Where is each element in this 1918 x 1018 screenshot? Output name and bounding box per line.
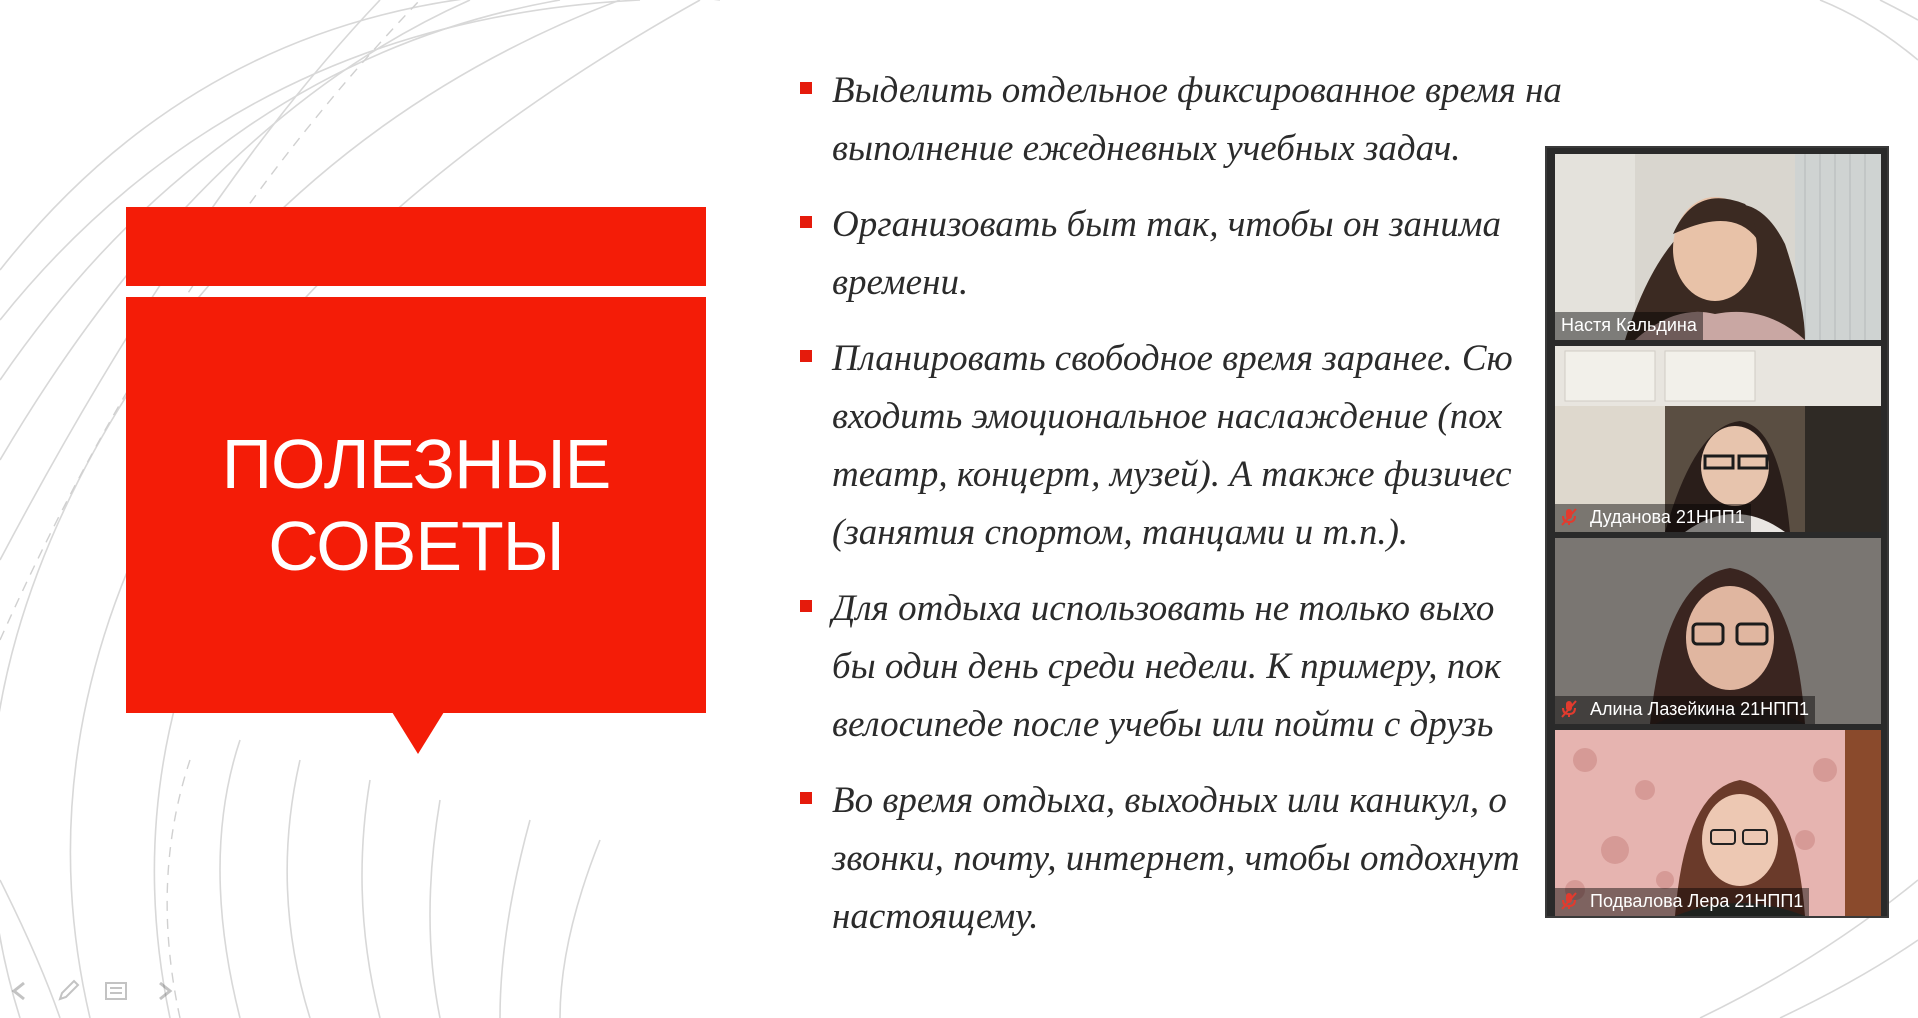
participant-video-tile[interactable] [1555, 346, 1881, 532]
bullet-text: велосипеде после учебы или пойти с друзь [832, 704, 1494, 745]
bullet-list [800, 62, 1660, 964]
bullet-item [800, 772, 1660, 946]
bullet-text: звонки, почту, интернет, чтобы отдохнут [832, 838, 1520, 879]
microphone-muted-icon [1561, 508, 1577, 526]
bullet-text: бы один день среди недели. К примеру, пок [832, 646, 1502, 687]
title-callout-pointer [392, 712, 444, 754]
bullet-text: времени. [832, 262, 969, 303]
title-accent-strip [126, 207, 706, 286]
participant-name-label [1555, 696, 1815, 724]
bullet-text: Для отдыха использовать не только выхо [832, 588, 1495, 629]
participant-name: Алина Лазейкина 21НПП1 [1590, 699, 1810, 719]
bullet-item [800, 62, 1660, 178]
bullet-text: выполнение ежедневных учебных задач. [832, 128, 1461, 169]
participant-name: Дуданова 21НПП1 [1590, 507, 1745, 527]
bullet-item [800, 580, 1660, 754]
bullet-text: театр, концерт, музей). А также физичес [832, 454, 1512, 495]
slide-title [126, 297, 706, 713]
participant-name-label [1555, 888, 1809, 916]
bullet-text: Организовать быт так, чтобы он занима [832, 204, 1501, 245]
bullet-text: Выделить отдельное фиксированное время на [832, 70, 1562, 111]
slideshow-controls [6, 976, 178, 1006]
previous-arrow-icon[interactable] [6, 977, 34, 1005]
bullet-marker [800, 792, 812, 804]
participant-name-label [1555, 312, 1703, 340]
bullet-text: Планировать свободное время заранее. Сю [832, 338, 1513, 379]
bullet-text: Во время отдыха, выходных или каникул, о [832, 780, 1507, 821]
bullet-text: входить эмоциональное наслаждение (пох [832, 396, 1503, 437]
bullet-item [800, 196, 1660, 312]
bullet-text: (занятия спортом, танцами и т.п.). [832, 512, 1409, 553]
microphone-muted-icon [1561, 892, 1577, 910]
participant-video-tile[interactable] [1555, 730, 1881, 916]
microphone-muted-icon [1561, 700, 1577, 718]
video-gallery-panel[interactable] [1545, 146, 1889, 918]
bullet-marker [800, 600, 812, 612]
bullet-marker [800, 82, 812, 94]
slide-title-line2: СОВЕТЫ [268, 507, 564, 585]
slides-menu-icon[interactable] [102, 977, 130, 1005]
bullet-marker [800, 350, 812, 362]
bullet-item [800, 330, 1660, 562]
pen-icon[interactable] [54, 977, 82, 1005]
participant-name: Настя Кальдина [1561, 315, 1697, 335]
participant-name: Подвалова Лера 21НПП1 [1590, 891, 1804, 911]
slide-title-line1: ПОЛЕЗНЫЕ [221, 425, 611, 503]
participant-video-tile[interactable] [1555, 154, 1881, 340]
participant-video-tile[interactable] [1555, 538, 1881, 724]
participant-name-label [1555, 504, 1751, 532]
bullet-text: настоящему. [832, 896, 1039, 937]
bullet-marker [800, 216, 812, 228]
next-arrow-icon[interactable] [150, 977, 178, 1005]
